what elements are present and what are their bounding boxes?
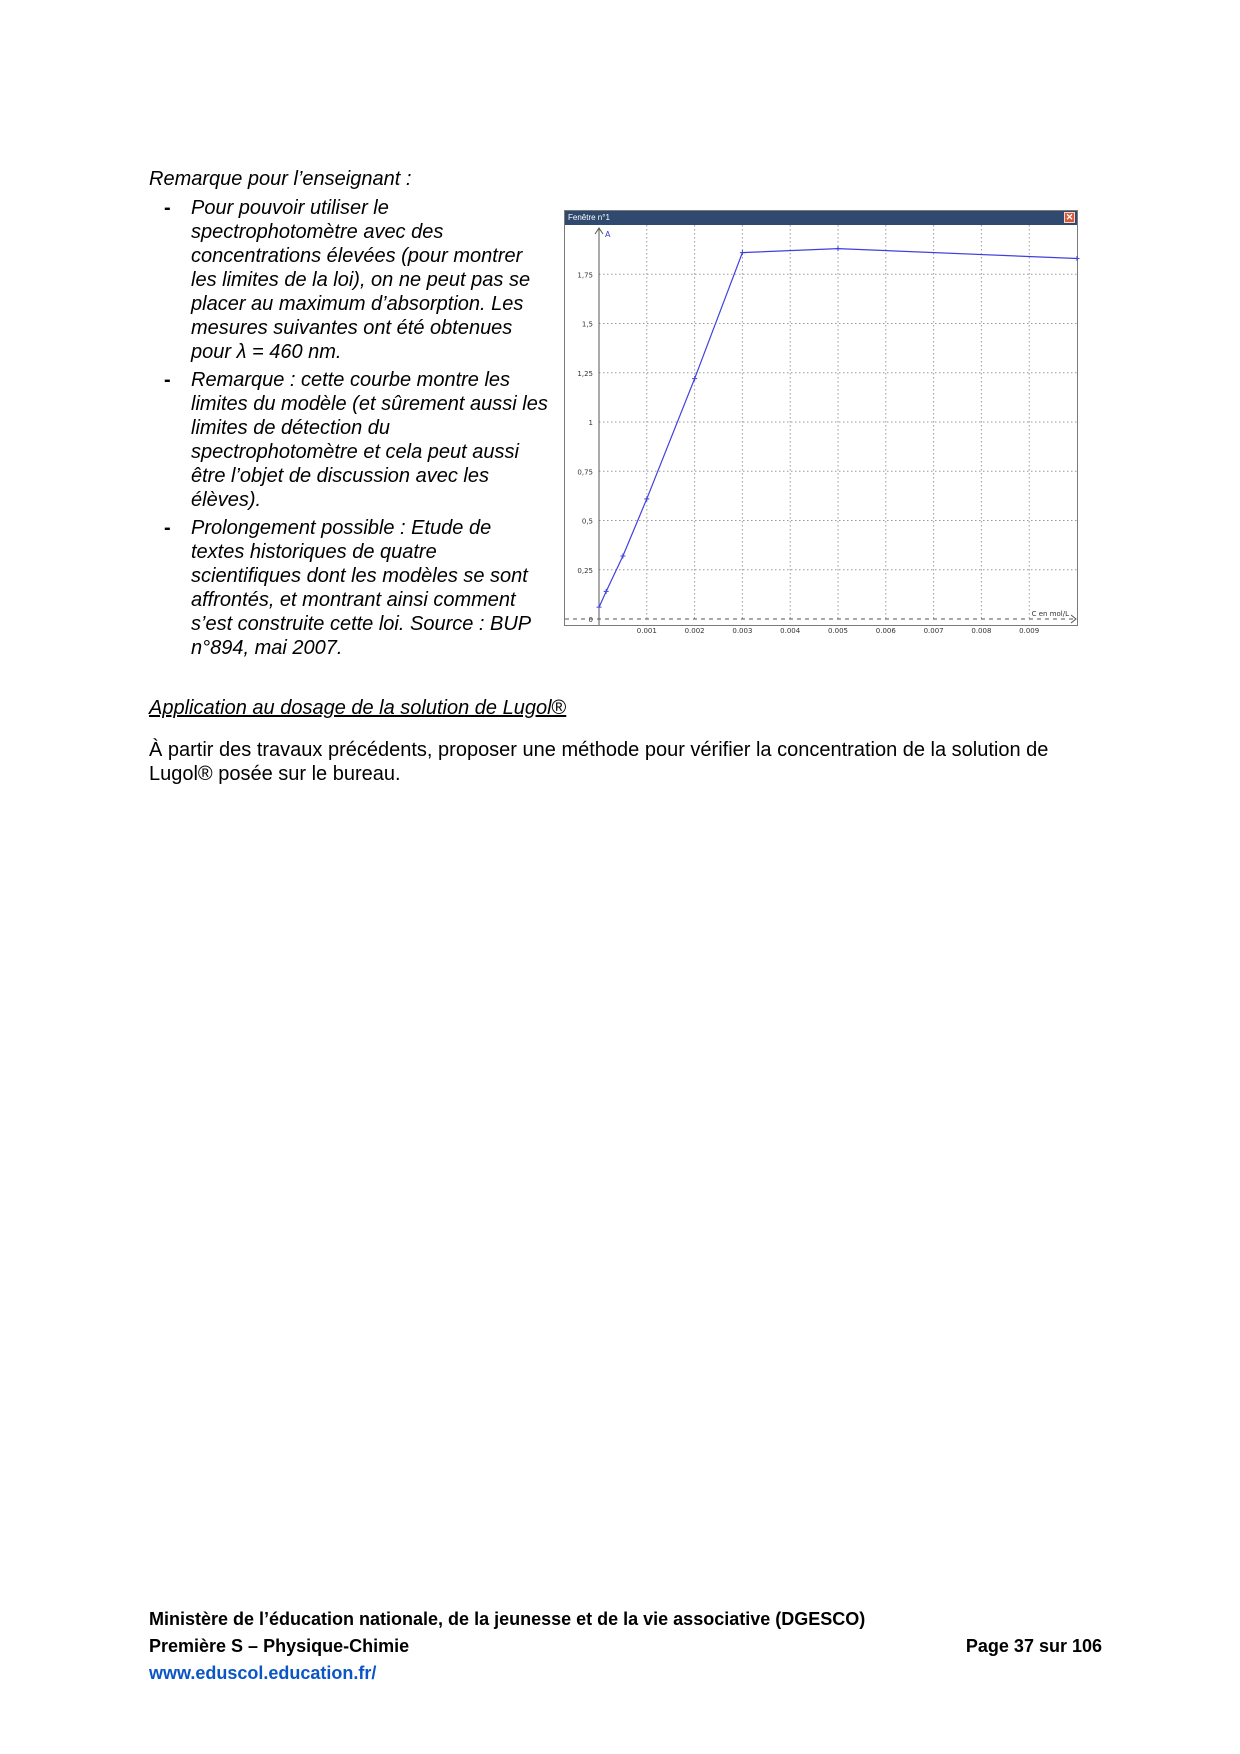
footer-link[interactable]: www.eduscol.education.fr/ bbox=[149, 1663, 377, 1683]
absorbance-chart bbox=[565, 225, 1077, 635]
data-point bbox=[620, 553, 625, 558]
y-tick-label: 1 bbox=[588, 419, 593, 427]
footer-course-line bbox=[149, 1633, 1102, 1660]
y-tick-label: 0,25 bbox=[577, 566, 593, 575]
data-point bbox=[604, 589, 609, 594]
page-number: Page 37 sur 106 bbox=[965, 1636, 1102, 1656]
y-tick-label: 1,25 bbox=[577, 369, 593, 378]
close-button[interactable]: ✕ bbox=[1065, 212, 1074, 222]
footer-url-line bbox=[149, 1660, 1102, 1687]
x-axis-label: C en mol/L bbox=[1031, 610, 1069, 618]
graph-window bbox=[564, 210, 1078, 635]
bullet-dash: - bbox=[164, 197, 171, 219]
y-tick-label: 1,5 bbox=[581, 320, 593, 329]
y-tick-label: 0 bbox=[588, 616, 593, 624]
y-tick-label: 1,75 bbox=[577, 271, 593, 280]
footer-ministry: Ministère de l’éducation nationale, de la jeunesse et de la vie associative (DGESCO) bbox=[149, 1609, 866, 1629]
bullet-text: Pour pouvoir utiliser le spectrophotomètre avec des concentrations élevées (pour montrer les limites de la loi), on ne peut pas se placer au maximum d’absorption. Les mesures suivantes ont été obtenues pour λ = 460 nm. bbox=[191, 197, 531, 363]
x-tick-label: 0.006 bbox=[875, 627, 896, 635]
list-item bbox=[149, 516, 549, 660]
bullet-text: Remarque : cette courbe montre les limites du modèle (et sûrement aussi les limites de détection du spectrophotomètre et cela peut aussi être l’objet de discussion avec les élèves). bbox=[191, 369, 548, 511]
data-point bbox=[597, 605, 602, 610]
data-point bbox=[836, 246, 841, 251]
registered-symbol: ® bbox=[551, 697, 567, 719]
y-tick-label: 0,5 bbox=[581, 517, 593, 526]
x-tick-label: 0.008 bbox=[971, 627, 992, 635]
y-axis-label: A bbox=[605, 230, 611, 239]
footer-course: Première S – Physique-Chimie bbox=[149, 1636, 410, 1656]
bullet-dash: - bbox=[164, 517, 171, 539]
remark-bullet-list bbox=[149, 196, 549, 664]
graph-titlebar bbox=[565, 211, 1077, 225]
section-title-text: Application au dosage de la solution de Lugol bbox=[149, 697, 552, 719]
x-tick-label: 0.005 bbox=[827, 627, 849, 635]
section-title bbox=[149, 697, 566, 720]
bullet-text: Prolongement possible : Etude de textes historiques de quatre scientifiques dont les modèles se sont affrontés, et montrant ainsi comment s’est construite cette loi. Source : BUP n°894, mai 2007. bbox=[191, 517, 531, 659]
graph-window-title: Fenêtre n°1 bbox=[568, 213, 610, 222]
instruction-paragraph: À partir des travaux précédents, proposer une méthode pour vérifier la concentration de la solution de Lugol® posée sur le bureau. bbox=[149, 739, 1049, 785]
data-point bbox=[644, 496, 649, 501]
x-tick-label: 0.001 bbox=[636, 627, 657, 635]
x-tick-label: 0.004 bbox=[780, 627, 801, 635]
list-item bbox=[149, 368, 549, 512]
list-item bbox=[149, 196, 549, 364]
remark-heading: Remarque pour l’enseignant : bbox=[149, 168, 412, 190]
x-tick-label: 0.003 bbox=[732, 627, 753, 635]
data-point bbox=[740, 250, 745, 255]
bullet-dash: - bbox=[164, 369, 171, 391]
data-point bbox=[1075, 256, 1080, 261]
x-tick-label: 0.002 bbox=[684, 627, 705, 635]
x-tick-label: 0.007 bbox=[923, 627, 944, 635]
x-tick-label: 0.009 bbox=[1019, 627, 1040, 635]
page-footer bbox=[149, 1606, 1102, 1687]
y-tick-label: 0,75 bbox=[577, 468, 593, 477]
data-point bbox=[692, 376, 697, 381]
